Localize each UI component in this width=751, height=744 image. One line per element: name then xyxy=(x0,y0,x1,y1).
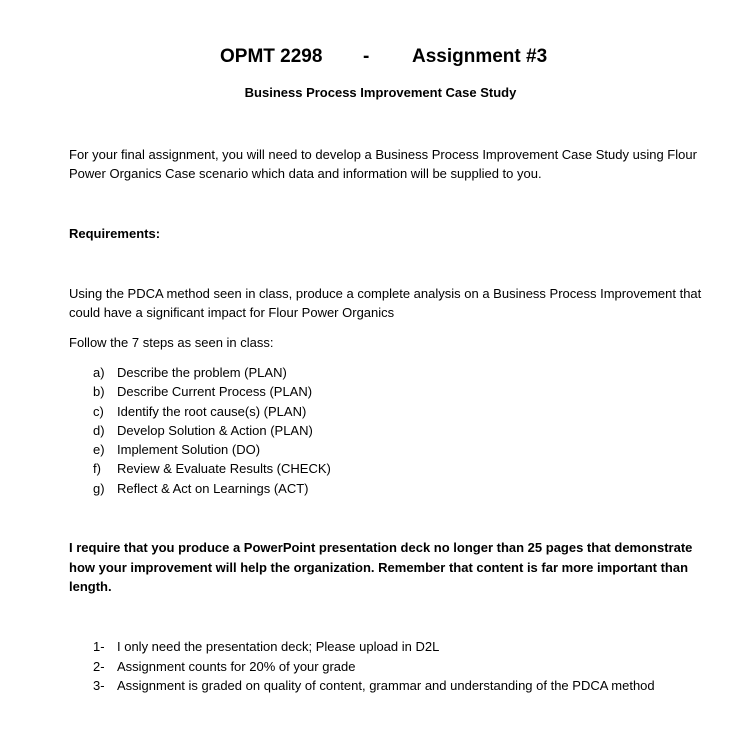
assignment-number: Assignment #3 xyxy=(412,46,548,67)
list-item xyxy=(93,657,655,677)
step-text: Reflect & Act on Learnings (ACT) xyxy=(117,480,309,496)
note-text: I only need the presentation deck; Please upload in D2L xyxy=(117,639,440,654)
step-text: Describe Current Process (PLAN) xyxy=(117,384,313,400)
list-marker: g) xyxy=(93,480,105,496)
list-marker: e) xyxy=(93,442,105,458)
step-text: Review & Evaluate Results (CHECK) xyxy=(117,461,331,477)
list-marker: b) xyxy=(93,384,105,400)
step-text: Implement Solution (DO) xyxy=(117,442,261,458)
pdca-paragraph: Using the PDCA method seen in class, produce a complete analysis on a Business Process Improvement that could have a significant impact for Flour Power Organics xyxy=(69,286,702,320)
document-title xyxy=(0,46,751,72)
title-separator: - xyxy=(363,46,370,67)
course-code: OPMT 2298 xyxy=(220,46,323,67)
note-text: Assignment is graded on quality of content, grammar and understanding of the PDCA method xyxy=(117,678,655,693)
note-text: Assignment counts for 20% of your grade xyxy=(117,658,356,674)
list-item xyxy=(93,459,331,478)
notes-list xyxy=(93,637,655,696)
list-item xyxy=(93,676,655,696)
list-item xyxy=(93,363,331,382)
list-item xyxy=(93,421,331,440)
list-item xyxy=(93,479,331,498)
step-text: Develop Solution & Action (PLAN) xyxy=(117,422,313,438)
pdca-steps-list xyxy=(93,363,331,498)
list-item xyxy=(93,637,655,657)
list-item xyxy=(93,402,331,421)
step-text: Identify the root cause(s) (PLAN) xyxy=(117,403,307,419)
list-marker: d) xyxy=(93,422,105,438)
list-marker: 1- xyxy=(93,639,105,654)
intro-paragraph: For your final assignment, you will need to develop a Business Process Improvement Case Study using Flour Power Organics Case scenario which data and information will be supplied to you. xyxy=(69,147,697,181)
list-marker: c) xyxy=(93,403,104,419)
requirements-heading: Requirements: xyxy=(69,226,161,241)
list-marker: 2- xyxy=(93,658,105,674)
list-marker: f) xyxy=(93,461,101,477)
list-marker: 3- xyxy=(93,678,105,693)
list-item xyxy=(93,382,331,401)
step-text: Describe the problem (PLAN) xyxy=(117,365,287,380)
document-subtitle: Business Process Improvement Case Study xyxy=(244,85,517,100)
list-item xyxy=(93,440,331,459)
follow-steps-text: Follow the 7 steps as seen in class: xyxy=(69,335,274,350)
list-marker: a) xyxy=(93,365,105,380)
presentation-requirement: I require that you produce a PowerPoint presentation deck no longer than 25 pages that demonstrate how your improvement will help the organization. Remember that content is far more important than length. xyxy=(69,540,693,594)
